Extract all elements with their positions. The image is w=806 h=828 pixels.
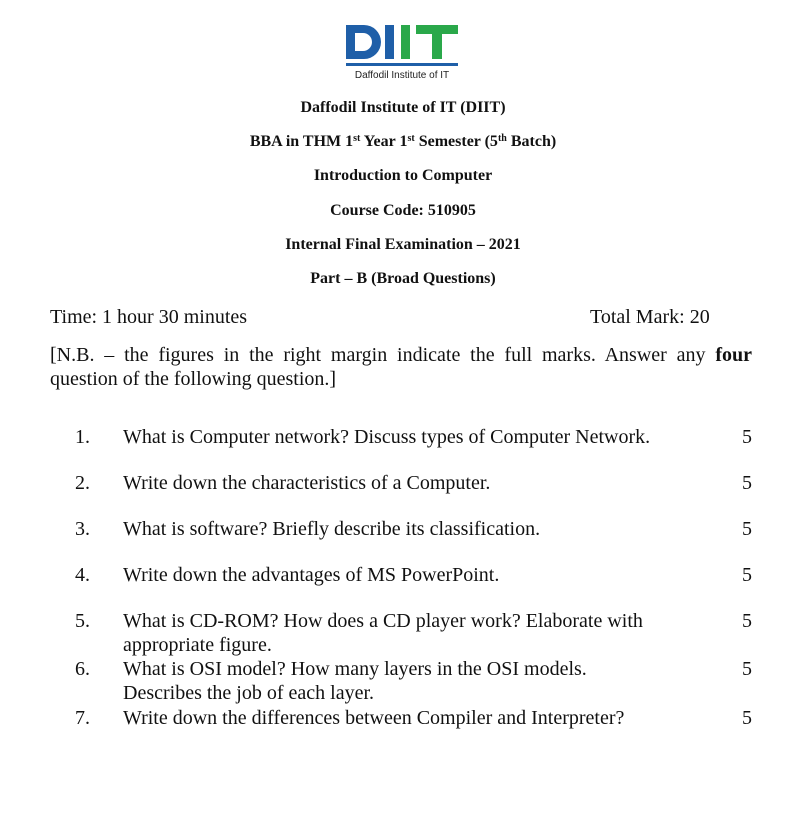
question-number: 1. — [75, 426, 90, 448]
instruction-note: [N.B. – the figures in the right margin indicate the full marks. Answer any four question of the following question.] — [50, 344, 752, 390]
logo-caption: Daffodil Institute of IT — [354, 70, 450, 81]
course-title: Introduction to Computer — [313, 167, 493, 184]
question-text: Write down the differences between Compiler and Interpreter? — [123, 707, 625, 729]
part-title: Part – B (Broad Questions) — [310, 270, 496, 287]
question-number: 2. — [75, 472, 90, 494]
course-code: Course Code: 510905 — [330, 202, 476, 219]
question-mark: 5 — [742, 426, 752, 448]
institute-name: Daffodil Institute of IT (DIIT) — [300, 99, 506, 116]
question-text: Write down the advantages of MS PowerPoint. — [123, 564, 500, 586]
question-text: What is software? Briefly describe its classification. — [123, 518, 541, 540]
question-number: 5. — [75, 610, 90, 632]
exam-title: Internal Final Examination – 2021 — [285, 236, 521, 253]
question-mark: 5 — [742, 658, 752, 680]
program-line: BBA in THM 1st Year 1st Semester (5th Batch) — [249, 133, 557, 150]
question-number: 3. — [75, 518, 90, 540]
question-number: 4. — [75, 564, 90, 586]
question-mark: 5 — [742, 564, 752, 586]
total-mark: Total Mark: 20 — [590, 306, 710, 328]
question-mark: 5 — [742, 610, 752, 632]
question-mark: 5 — [742, 472, 752, 494]
question-mark: 5 — [742, 707, 752, 729]
question-text: Write down the characteristics of a Computer. — [123, 472, 491, 494]
question-text: What is OSI model? How many layers in the OSI models. Describes the job of each layer. — [123, 658, 587, 704]
question-number: 7. — [75, 707, 90, 729]
question-number: 6. — [75, 658, 90, 680]
exam-time: Time: 1 hour 30 minutes — [50, 306, 248, 328]
question-mark: 5 — [742, 518, 752, 540]
question-text: What is CD-ROM? How does a CD player work? Elaborate with appropriate figure. — [123, 610, 643, 656]
question-text: What is Computer network? Discuss types of Computer Network. — [123, 426, 651, 448]
